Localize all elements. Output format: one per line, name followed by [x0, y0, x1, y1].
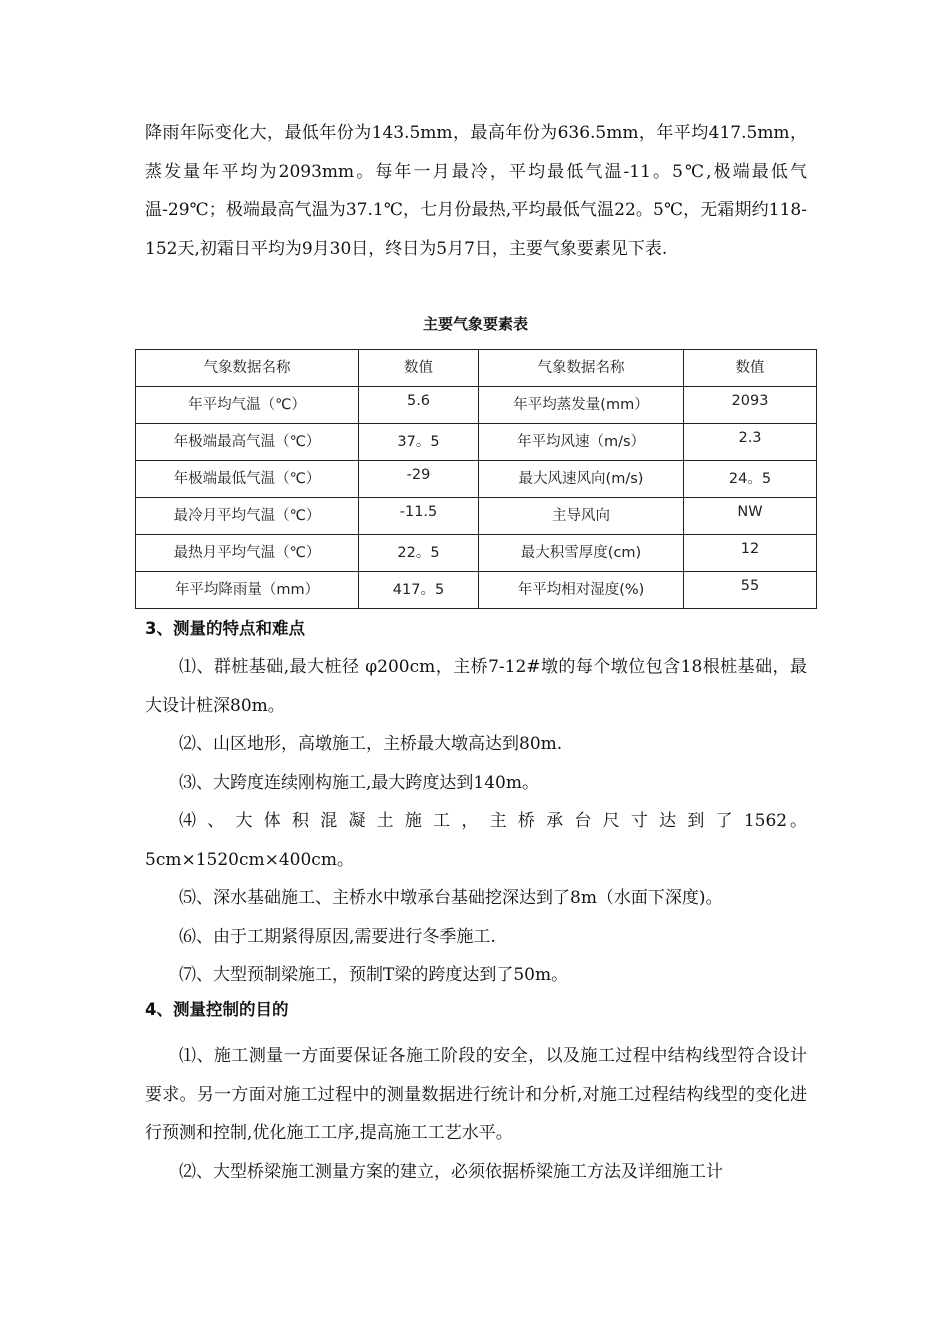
table-row	[136, 461, 817, 498]
section-4-body	[145, 1037, 807, 1191]
section-4-heading: 4、测量控制的目的	[145, 1000, 289, 1019]
list-item: ⑵、大型桥梁施工测量方案的建立，必须依据桥梁施工方法及详细施工计	[179, 1161, 723, 1182]
section-3-heading: 3、测量的特点和难点	[145, 619, 305, 638]
table-cell: -29	[359, 461, 479, 498]
list-item: ⑵、山区地形，高墩施工，主桥最大墩高达到80m.	[179, 734, 563, 754]
table-cell: 年平均相对湿度(%)	[479, 572, 684, 609]
weather-table	[135, 349, 817, 609]
section-3-body	[145, 648, 807, 995]
table-cell: 2093	[684, 387, 817, 424]
table-cell: 年平均降雨量（mm）	[136, 572, 359, 609]
table-row	[136, 424, 817, 461]
list-item: ⑺、大型预制梁施工，预制T梁的跨度达到了50m。	[179, 965, 569, 985]
table-cell: -11.5	[359, 498, 479, 535]
header-cell: 数值	[359, 350, 479, 387]
list-item: ⑶、大跨度连续刚构施工,最大跨度达到140m。	[179, 772, 539, 793]
table-cell: 417。5	[359, 572, 479, 609]
header-cell: 气象数据名称	[136, 350, 359, 387]
table-cell: 22。5	[359, 535, 479, 572]
list-item: ⑷ 、 大 体 积 混 凝 土 施 工 ， 主 桥 承 台 尺 寸 达 到 了 1562。5cm×1520cm×400cm。	[145, 811, 807, 870]
table-cell: 12	[684, 535, 817, 572]
table-cell: 最冷月平均气温（℃）	[136, 498, 359, 535]
table-cell: 主导风向	[479, 498, 684, 535]
table-header-row	[136, 350, 817, 387]
table-cell: 最大风速风向(m/s)	[479, 461, 684, 498]
table-cell: 年平均风速（m/s）	[479, 424, 684, 461]
table-cell: 5.6	[359, 387, 479, 424]
header-cell: 气象数据名称	[479, 350, 684, 387]
header-cell: 数值	[684, 350, 817, 387]
table-cell: 55	[684, 572, 817, 609]
table-cell: 37。5	[359, 424, 479, 461]
table-cell: 2.3	[684, 424, 817, 461]
list-item: ⑸、深水基础施工、主桥水中墩承台基础挖深达到了8m（水面下深度)。	[179, 888, 723, 908]
table-cell: 年极端最高气温（℃）	[136, 424, 359, 461]
table-row	[136, 498, 817, 535]
table-cell: 最大积雪厚度(cm)	[479, 535, 684, 572]
table-cell: 24。5	[684, 461, 817, 498]
list-item: ⑹、由于工期紧得原因,需要进行冬季施工.	[179, 926, 496, 947]
list-item: ⑴、施工测量一方面要保证各施工阶段的安全，以及施工过程中结构线型符合设计要求。另一方面对施工过程中的测量数据进行统计和分析,对施工过程结构线型的变化进行预测和控制,优化施工工序,提高施工工艺水平。	[145, 1046, 807, 1143]
table-cell: NW	[684, 498, 817, 535]
list-item: ⑴、群桩基础,最大桩径 φ200cm，主桥7-12#墩的每个墩位包含18根桩基础，最大设计桩深80m。	[145, 657, 807, 716]
table-cell: 年平均蒸发量(mm）	[479, 387, 684, 424]
table-caption: 主要气象要素表	[422, 315, 528, 333]
table-cell: 年极端最低气温（℃）	[136, 461, 359, 498]
table-row	[136, 572, 817, 609]
table-row	[136, 387, 817, 424]
table-cell: 年平均气温（℃）	[136, 387, 359, 424]
table-cell: 最热月平均气温（℃）	[136, 535, 359, 572]
intro-paragraph: 降雨年际变化大，最低年份为143.5mm，最高年份为636.5mm，年平均417.5mm，蒸发量年平均为2093mm。每年一月最冷，平均最低气温-11。5℃,极端最低气温-29℃；极端最高气温为37.1℃，七月份最热,平均最低气温22。5℃，无霜期约118-152天,初霜日平均为9月30日，终日为5月7日，主要气象要素见下表.	[145, 123, 807, 259]
table-row	[136, 535, 817, 572]
